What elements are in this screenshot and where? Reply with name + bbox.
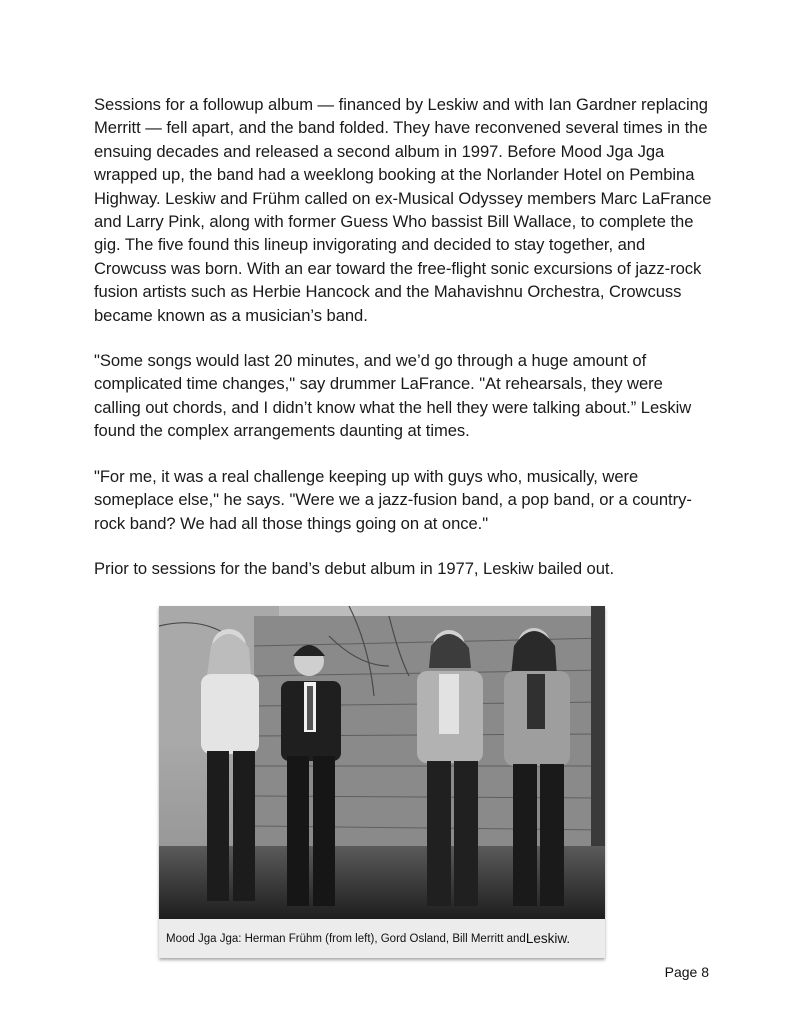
paragraph: "Some songs would last 20 minutes, and we’d go through a huge amount of complicated time changes," say drummer LaFrance. "At rehearsals, they were calling out chords, and I didn’t know what the hell they were talking about.” Leskiw found the complex arrangements daunting at times. — [94, 351, 692, 441]
photo-caption — [159, 919, 605, 958]
band-photo-figure — [159, 606, 605, 958]
band-photo — [159, 606, 605, 919]
paragraph: Sessions for a followup album — financed by Leskiw and with Ian Gardner replacing Merritt — fell apart, and the band folded. They have reconvened several times in the ensuing decades and released a second album in 1997. Before Mood Jga Jga wrapped up, the band had a weeklong booking at the Norlander Hotel on Pembina Highway. Leskiw and Frühm called on ex-Musical Odyssey members Marc LaFrance and Larry Pink, along with former Guess Who bassist Bill Wallace, to complete the gig. The five found this lineup invigorating and decided to stay together, and Crowcuss was born. With an ear toward the free-flight sonic excursions of jazz-rock fusion artists such as Herbie Hancock and the Mahavishnu Orchestra, Crowcuss became known as a musician’s band. — [94, 95, 712, 325]
article-body — [94, 93, 714, 602]
caption-text: Mood Jga Jga: Herman Frühm (from left), Gord Osland, Bill Merritt and — [166, 932, 526, 945]
band-photo-image — [159, 606, 605, 919]
caption-last-word: Leskiw. — [525, 931, 571, 946]
page-number: Page 8 — [664, 964, 709, 980]
paragraph: "For me, it was a real challenge keeping up with guys who, musically, were someplace else," he says. "Were we a jazz-fusion band, a pop band, or a country-rock band? We had all those things going on at once." — [94, 466, 692, 533]
paragraph: Prior to sessions for the band’s debut album in 1977, Leskiw bailed out. — [94, 558, 615, 578]
